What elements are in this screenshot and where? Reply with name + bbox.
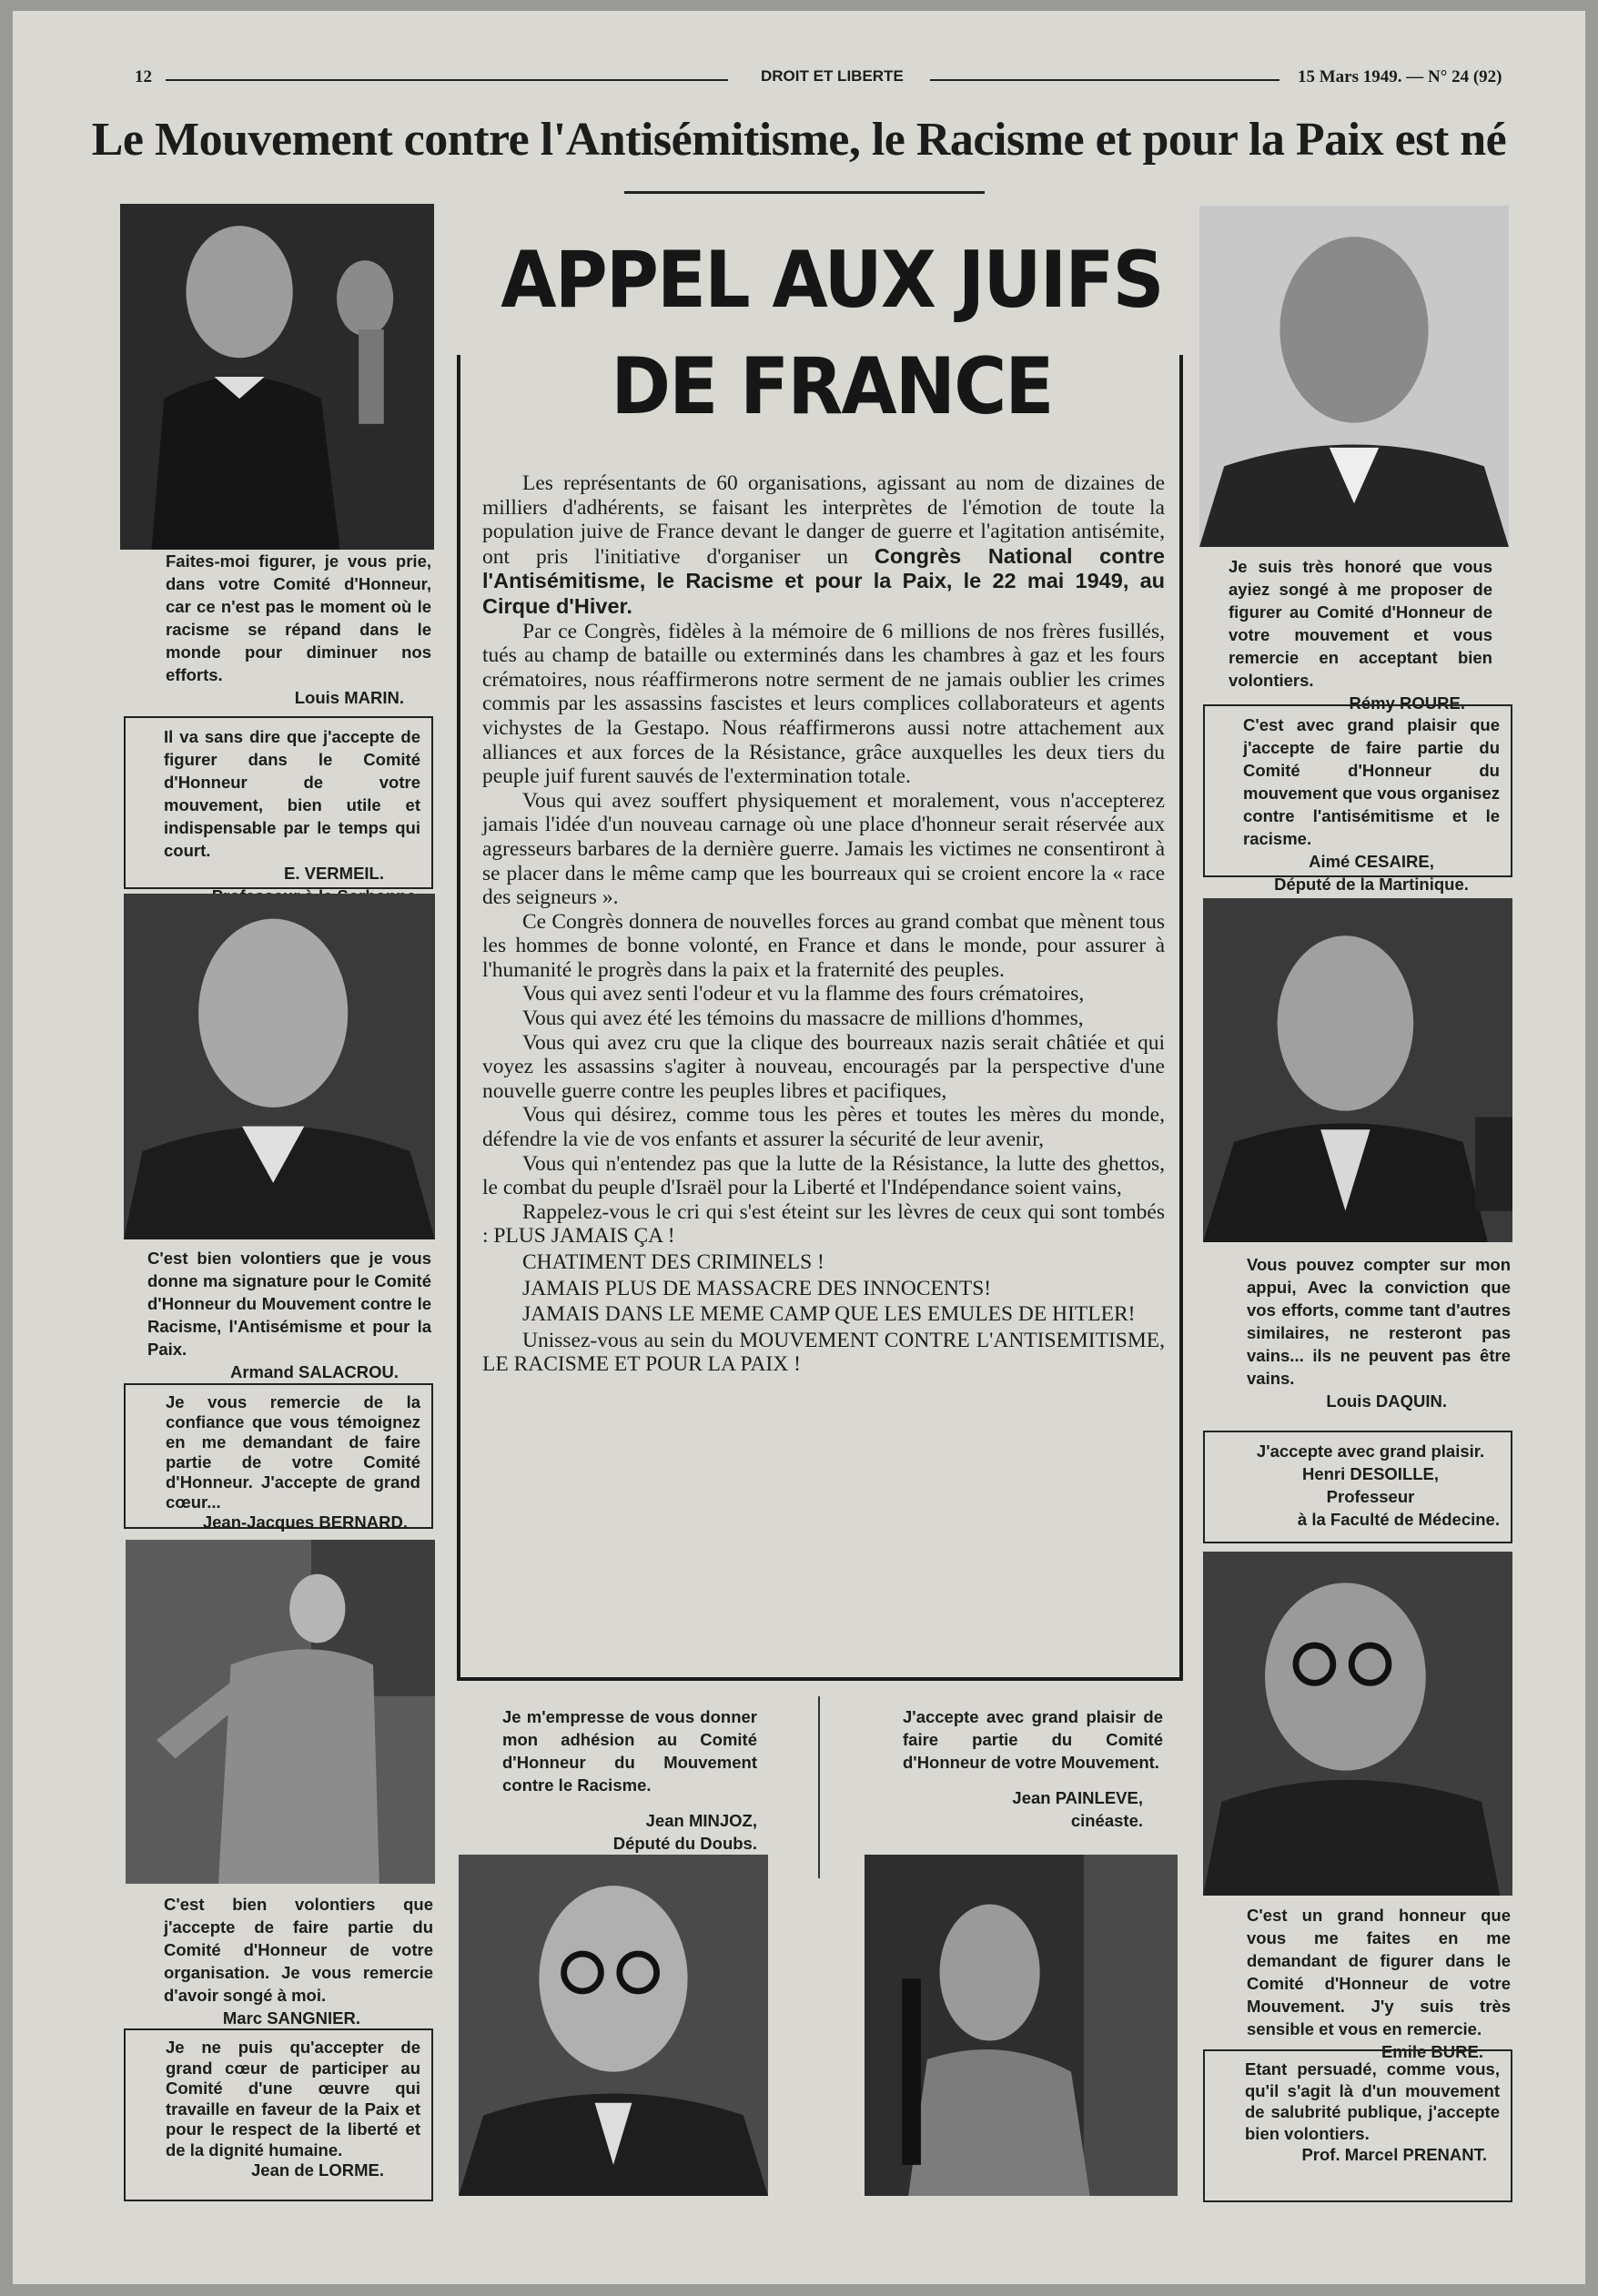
appeal-paragraph: Rappelez-vous le cri qui s'est éteint sur les lèvres de ceux qui sont tombés : PLUS JAMAIS ÇA !: [482, 1199, 1165, 1249]
appeal-paragraph: Vous qui avez été les témoins du massacre de millions d'hommes,: [522, 1006, 1084, 1031]
quote-vermeil: [124, 716, 433, 889]
signature: Jean-Jacques BERNARD.: [202, 1512, 408, 1532]
quote-text: Etant persuadé, comme vous, qu'il s'agit là d'un mouvement de salubrité publique, j'accepte bien volontiers.: [1245, 2059, 1500, 2143]
quote-lorme: [124, 2028, 433, 2201]
quote-cesaire: [1203, 704, 1512, 894]
quote-text: J'accepte avec grand plaisir de faire partie du Comité d'Honneur de votre Mouvement.: [903, 1707, 1163, 1772]
portrait-photo-sangnier: [126, 1540, 435, 1884]
issue-date: 15 Mars 1949. — N° 24 (92): [1298, 67, 1502, 86]
portrait-photo-painleve: [865, 1855, 1178, 2196]
publication-name: DROIT ET LIBERTE: [761, 67, 904, 85]
signature: Jean PAINLEVE,: [1012, 1788, 1143, 1807]
quote-bernard: [124, 1383, 433, 1532]
appeal-paragraph-text: Les représentants de 60 organisations, agissant au nom de dizaines de milliers d'adhérents, se faisant les interprètes de l'émotion de toute la population juive de France devant le danger de guerre et l'agitation antisémite, ont pris l'initiative d'organiser un: [482, 471, 1165, 569]
quote-text: Vous pouvez compter sur mon appui, Avec la conviction que vos efforts, comme tant d'autres similaires, ne resteront pas vains... ils ne peuvent pas être vains.: [1247, 1255, 1511, 1388]
portrait-photo-bure: [1203, 1552, 1512, 1896]
appeal-slogan: JAMAIS DANS LE MEME CAMP QUE LES EMULES DE HITLER!: [522, 1302, 1136, 1327]
quote-text: J'accepte avec grand plaisir.: [1256, 1441, 1485, 1461]
signature: Emile BURE.: [1381, 2042, 1483, 2061]
signature-title: Député de la Martinique.: [1274, 875, 1469, 894]
header-rule: [166, 79, 728, 81]
appeal-slogan: JAMAIS PLUS DE MASSACRE DES INNOCENTS!: [522, 1276, 992, 1300]
appeal-title-line1: APPEL AUX JUIFS: [501, 235, 1163, 326]
signature-title: Professeur: [1326, 1487, 1415, 1506]
signature-title: Député du Doubs.: [612, 1834, 757, 1853]
signature: Louis MARIN.: [294, 688, 404, 707]
appeal-paragraph: Par ce Congrès, fidèles à la mémoire de 6 millions de nos frères fusillés, tués au champ de bataille ou exterminés dans les chambres à gaz et les fours crématoires, nous réaffirmerons notre serment de ne jamais oublier les crimes commis par les assassins fascistes et leurs complices collaborateurs et agents vichystes de la Gestapo. Nous réaffirmerons aussi notre attachement aux alliances et aux forces de la Résistance, grâce auxquelles les deux tiers du peuple juif furent sauvés de l'extermination totale.: [482, 619, 1165, 789]
signature: Henri DESOILLE,: [1301, 1464, 1440, 1483]
appeal-paragraph: Vous qui avez cru que la clique des bourreaux nazis serait châtiée et qui voyez les assassins s'agiter à nouveau, encouragés par la perspective d'une nouvelle guerre contre les peuples libres et pacifiques,: [482, 1030, 1165, 1103]
quote-bure: [1247, 1904, 1511, 2063]
quote-minjoz: [502, 1705, 757, 1855]
appeal-paragraph: [482, 471, 1165, 620]
appeal-paragraph: Vous qui avez senti l'odeur et vu la flamme des fours crématoires,: [522, 982, 1085, 1006]
quote-text: Je m'empresse de vous donner mon adhésion au Comité d'Honneur du Mouvement contre le Racisme.: [502, 1707, 757, 1795]
quote-salacrou: [147, 1247, 431, 1383]
appeal-paragraph: Ce Congrès donnera de nouvelles forces au grand combat que mènent tous les hommes de bonne volonté, en France et dans le monde, pour assurer à l'humanité le progrès dans la paix et la fraternité des peuples.: [482, 909, 1165, 982]
headline-rule: [624, 191, 985, 194]
quote-prenant: [1203, 2049, 1512, 2202]
quote-roure: [1229, 555, 1492, 714]
quote-text: C'est bien volontiers que je vous donne ma signature pour le Comité d'Honneur du Mouvement contre le Racisme, l'Antisémisme et pour la Paix.: [147, 1249, 431, 1359]
portrait-photo-daquin: [1203, 898, 1512, 1242]
portrait-photo-roure: [1199, 206, 1509, 547]
appeal-paragraph: Vous qui avez souffert physiquement et moralement, vous n'accepterez jamais l'idée d'un nouveau carnage où une place d'honneur serait réservée aux agresseurs barbares de la dernière guerre. Jamais les victimes ne consentiront à se placer dans le même camp que les bourreaux qui se croient encore la « race des seigneurs ».: [482, 788, 1165, 910]
main-headline: Le Mouvement contre l'Antisémitisme, le Racisme et pour la Paix est né: [91, 114, 1507, 166]
quote-text: Je suis très honoré que vous ayiez songé à me proposer de figurer au Comité d'Honneur de votre mouvement et vous remercie en acceptant bien volontiers.: [1229, 557, 1492, 690]
appeal-slogan: CHATIMENT DES CRIMINELS !: [522, 1250, 824, 1274]
signature: Rémy ROURE.: [1349, 693, 1465, 713]
appeal-paragraph: Vous qui désirez, comme tous les pères et toutes les mères du monde, défendre la vie de vos enfants et assurer la sécurité de leur avenir,: [482, 1103, 1165, 1152]
page-header: [13, 67, 1585, 95]
quote-text: Il va sans dire que j'accepte de figurer dans le Comité d'Honneur de votre mouvement, bien utile et indispensable par le temps qui court.: [164, 727, 420, 860]
portrait-photo-minjoz: [459, 1855, 768, 2196]
signature: Armand SALACROU.: [229, 1362, 399, 1381]
quote-desoille: [1203, 1431, 1512, 1543]
signature-title: à la Faculté de Médecine.: [1297, 1510, 1500, 1529]
quote-painleve: [903, 1705, 1163, 1832]
signature: E. VERMEIL.: [284, 864, 384, 883]
signature: Aimé CESAIRE,: [1309, 852, 1434, 871]
quote-marin: [166, 550, 431, 709]
signature: Louis DAQUIN.: [1326, 1391, 1447, 1411]
page-number: 12: [135, 67, 152, 86]
signature: Marc SANGNIER.: [222, 2008, 360, 2028]
appeal-title-line2: DE FRANCE: [611, 341, 1053, 432]
signature: Jean de LORME.: [251, 2160, 384, 2180]
quote-daquin: [1247, 1253, 1511, 1412]
quote-text: Je vous remercie de la confiance que vous témoignez en me demandant de faire partie de votre Comité d'Honneur. J'accepte de grand cœur...: [166, 1392, 420, 1512]
header-rule: [930, 79, 1279, 81]
newspaper-page: [13, 11, 1585, 2284]
quote-text: Je ne puis qu'accepter de grand cœur de participer au Comité d'une œuvre qui travaille en faveur de la Paix et pour le respect de la liberté et de la dignité humaine.: [166, 2038, 420, 2159]
signature: Prof. Marcel PRENANT.: [1301, 2145, 1487, 2164]
column-divider: [818, 1696, 820, 1878]
signature-title: cinéaste.: [1070, 1811, 1143, 1830]
appeal-text: [482, 471, 1165, 1377]
quote-sangnier: [164, 1893, 433, 2029]
quote-text: Faites-moi figurer, je vous prie, dans votre Comité d'Honneur, car ce n'est pas le moment où le racisme se répand dans le monde pour diminuer nos efforts.: [166, 551, 431, 684]
signature: Jean MINJOZ,: [645, 1811, 757, 1830]
quote-text: C'est un grand honneur que vous me faites en me demandant de figurer dans le Comité d'Honneur de votre Mouvement. J'y suis très sensible et vous en remercie.: [1247, 1906, 1511, 2038]
appeal-paragraph: Vous qui n'entendez pas que la lutte de la Résistance, la lutte des ghettos, le combat du peuple d'Israël pour la Liberté et l'Indépendance soient vains,: [482, 1151, 1165, 1200]
appeal-closing: Unissez-vous au sein du MOUVEMENT CONTRE L'ANTISEMITISME, LE RACISME ET POUR LA PAIX !: [482, 1328, 1165, 1377]
quote-text: C'est bien volontiers que j'accepte de faire partie du Comité d'Honneur de votre organisation. Je vous remercie d'avoir songé à moi.: [164, 1895, 433, 2005]
portrait-photo-salacrou: [124, 894, 435, 1239]
quote-text: C'est avec grand plaisir que j'accepte de faire partie du Comité d'Honneur du mouvement que vous organisez contre l'antisémitisme et le racisme.: [1243, 715, 1500, 848]
congress-announcement: Congrès National contre l'Antisémitisme, le Racisme et pour la Paix, le 22 mai 1949, au Cirque d'Hiver.: [482, 543, 1166, 618]
portrait-photo-marin: [120, 204, 434, 550]
